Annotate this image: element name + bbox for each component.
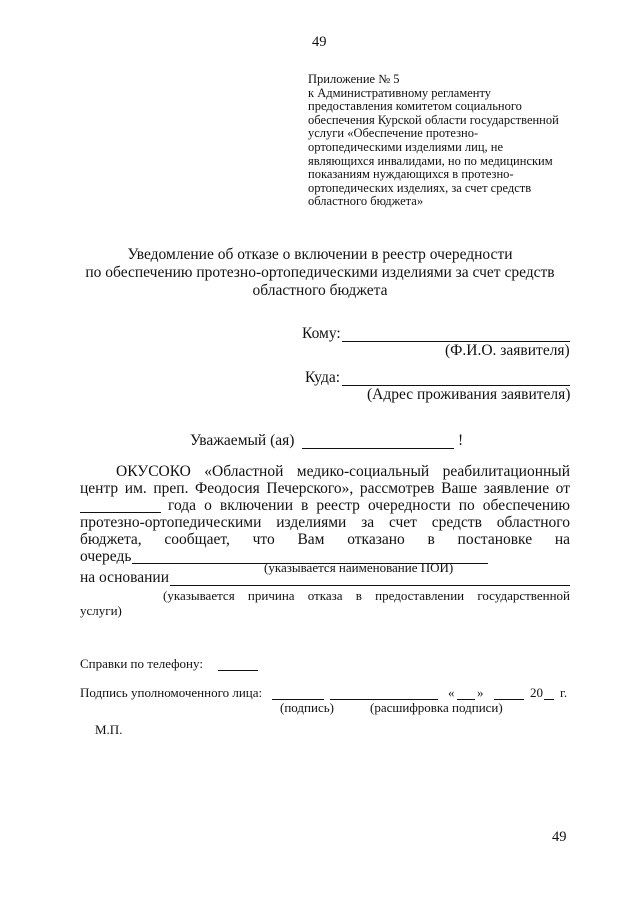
stamp-label: М.П. <box>95 722 123 737</box>
body-line-3: года о включении в реестр очередности по обеспечению <box>168 497 570 514</box>
to-hint: (Ф.И.О. заявителя) <box>445 342 570 359</box>
title-line-2: по обеспечению протезно-ортопедическими изделиями за счет средств <box>85 264 555 281</box>
body-line-1: ОКУСОКО «Областной медико-социальный реабилитационный <box>116 463 570 480</box>
body-line-5: бюджета, сообщает, что Вам отказано в постановке на <box>80 531 570 548</box>
appendix-line: являющихся инвалидами, но по медицинским <box>308 153 553 168</box>
where-hint: (Адрес проживания заявителя) <box>367 386 571 403</box>
decoding-hint: (расшифровка подписи) <box>370 700 503 715</box>
body-line-6: очередь <box>80 548 132 565</box>
page-number-bottom: 49 <box>552 829 567 845</box>
appendix-line: к Административному регламенту <box>308 85 492 100</box>
appendix-line: ортопедическими изделиями лиц, не <box>308 139 504 154</box>
appendix-line: ортопедических изделиях, за счет средств <box>308 180 532 195</box>
where-label: Куда: <box>305 369 341 386</box>
appendix-line: предоставления комитетом социального <box>308 99 522 114</box>
document-title <box>0 246 640 300</box>
greeting-prefix: Уважаемый (ая) <box>190 432 295 449</box>
reason-hint-line-1: (указывается причина отказа в предоставлении государственной <box>163 588 570 603</box>
year-prefix: 20 <box>530 685 543 700</box>
greeting-suffix: ! <box>458 432 464 449</box>
phone-label: Справки по телефону: <box>80 656 203 671</box>
reason-field-line[interactable] <box>170 585 570 586</box>
basis-label: на основании <box>80 569 169 586</box>
appendix-line: Приложение № 5 <box>308 72 400 86</box>
signature-hint: (подпись) <box>280 700 334 715</box>
title-line-1: Уведомление об отказе о включении в реестр очередности <box>127 246 513 263</box>
appendix-line: услуги «Обеспечение протезно- <box>308 126 479 141</box>
body-line-4: протезно-ортопедическими изделиями за счет средств областного <box>80 514 570 531</box>
appendix-line: обеспечения Курской области государственной <box>308 112 559 127</box>
signature-label: Подпись уполномоченного лица: <box>80 685 263 700</box>
greeting-name-line[interactable] <box>302 448 454 449</box>
title-line-3: областного бюджета <box>252 282 388 299</box>
body-line-2: центр им. преп. Феодосия Печерского», рассмотрев Ваше заявление от <box>80 480 570 497</box>
year-field-line[interactable] <box>544 699 554 700</box>
poi-hint: (указывается наименование ПОИ) <box>264 560 454 575</box>
appendix-line: областного бюджета» <box>308 194 424 209</box>
appendix-line: показаниям нуждающихся в протезно- <box>308 167 514 182</box>
reason-hint-line-2: услуги) <box>80 603 122 618</box>
date-close-quote: » <box>477 685 484 700</box>
year-suffix: г. <box>560 685 568 700</box>
to-label: Кому: <box>302 325 341 342</box>
phone-field-line[interactable] <box>218 670 258 671</box>
appendix-block <box>308 73 559 209</box>
date-open-quote: « <box>448 685 455 700</box>
page-number-top: 49 <box>312 34 327 50</box>
date-field-line[interactable] <box>80 512 161 513</box>
